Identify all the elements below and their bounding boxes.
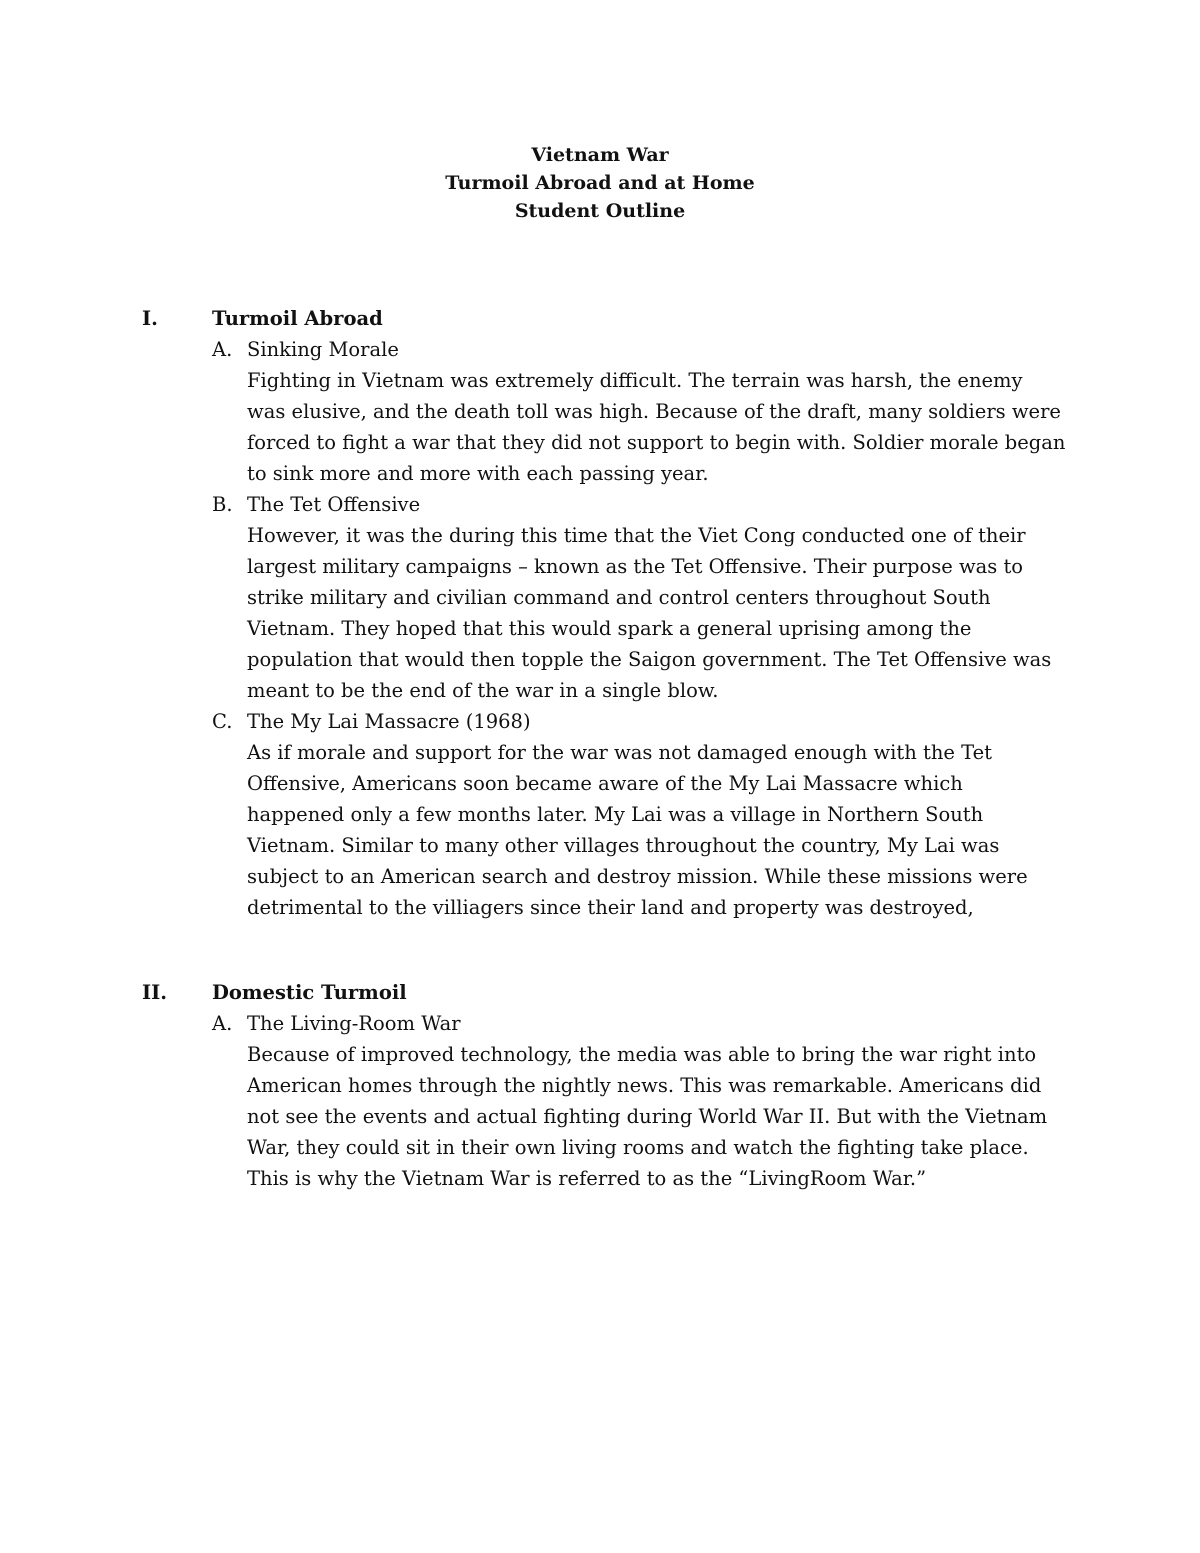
outline-item-living-room-war [142, 1008, 1048, 1194]
section-numeral: I. [142, 307, 158, 330]
item-body [247, 365, 1066, 489]
body-line: Because of improved technology, the media was able to bring the war right into [247, 1043, 1037, 1066]
item-heading [142, 706, 1042, 737]
item-letter: A. [212, 1012, 233, 1035]
section-title: Turmoil Abroad [212, 307, 383, 330]
body-line: was elusive, and the death toll was high. Because of the draft, many soldiers were [247, 400, 1061, 423]
item-body [247, 1039, 1048, 1194]
item-title: The Tet Offensive [247, 493, 421, 516]
body-line: Fighting in Vietnam was extremely difficult. The terrain was harsh, the enemy [247, 369, 1023, 392]
document-title: Vietnam War [531, 144, 669, 166]
body-line: This is why the Vietnam War is referred to as the “LivingRoom War.” [247, 1167, 927, 1190]
body-line: American homes through the nightly news. This was remarkable. Americans did [247, 1074, 1042, 1097]
item-title: Sinking Morale [247, 338, 399, 361]
body-line: strike military and civilian command and control centers throughout South [247, 586, 991, 609]
body-line: happened only a few months later. My Lai was a village in Northern South [247, 803, 984, 826]
item-body [247, 520, 1052, 706]
body-line: Offensive, Americans soon became aware of the My Lai Massacre which [247, 772, 963, 795]
body-line: Vietnam. They hoped that this would spark a general uprising among the [247, 617, 972, 640]
body-line: Vietnam. Similar to many other villages throughout the country, My Lai was [247, 834, 1000, 857]
document-subtitle: Turmoil Abroad and at Home [445, 172, 755, 194]
body-line: forced to fight a war that they did not support to begin with. Soldier morale began [247, 431, 1066, 454]
outline-item-tet-offensive [142, 489, 1052, 706]
body-line: War, they could sit in their own living rooms and watch the fighting take place. [247, 1136, 1029, 1159]
body-line: to sink more and more with each passing year. [247, 462, 709, 485]
section-numeral: II. [142, 981, 168, 1004]
outline-section-domestic-turmoil [142, 977, 1048, 1194]
item-body [247, 737, 1037, 923]
item-letter: C. [212, 710, 233, 733]
outline-item-sinking-morale [142, 334, 1066, 489]
body-line: detrimental to the villiagers since their land and property was destroyed, [247, 896, 974, 919]
item-heading [142, 489, 1042, 520]
item-heading [142, 1008, 1042, 1039]
item-title: The My Lai Massacre (1968) [247, 710, 531, 733]
body-line: not see the events and actual fighting during World War II. But with the Vietnam [247, 1105, 1048, 1128]
section-title: Domestic Turmoil [212, 981, 407, 1004]
body-line: As if morale and support for the war was not damaged enough with the Tet [247, 741, 992, 764]
body-line: meant to be the end of the war in a single blow. [247, 679, 719, 702]
section-heading [142, 977, 1042, 1008]
body-line: However, it was the during this time that the Viet Cong conducted one of their [247, 524, 1026, 547]
document-subtitle-outline: Student Outline [514, 200, 686, 222]
outline-item-my-lai-massacre [142, 706, 1042, 923]
outline-section-turmoil-abroad [142, 303, 1066, 923]
item-heading [142, 334, 1042, 365]
item-letter: A. [212, 338, 233, 361]
item-letter: B. [212, 493, 233, 516]
document-title-block [0, 141, 1200, 225]
item-title: The Living-Room War [247, 1012, 461, 1035]
body-line: population that would then topple the Saigon government. The Tet Offensive was [247, 648, 1052, 671]
body-line: subject to an American search and destroy mission. While these missions were [247, 865, 1028, 888]
section-heading [142, 303, 1042, 334]
body-line: largest military campaigns – known as the Tet Offensive. Their purpose was to [247, 555, 1024, 578]
